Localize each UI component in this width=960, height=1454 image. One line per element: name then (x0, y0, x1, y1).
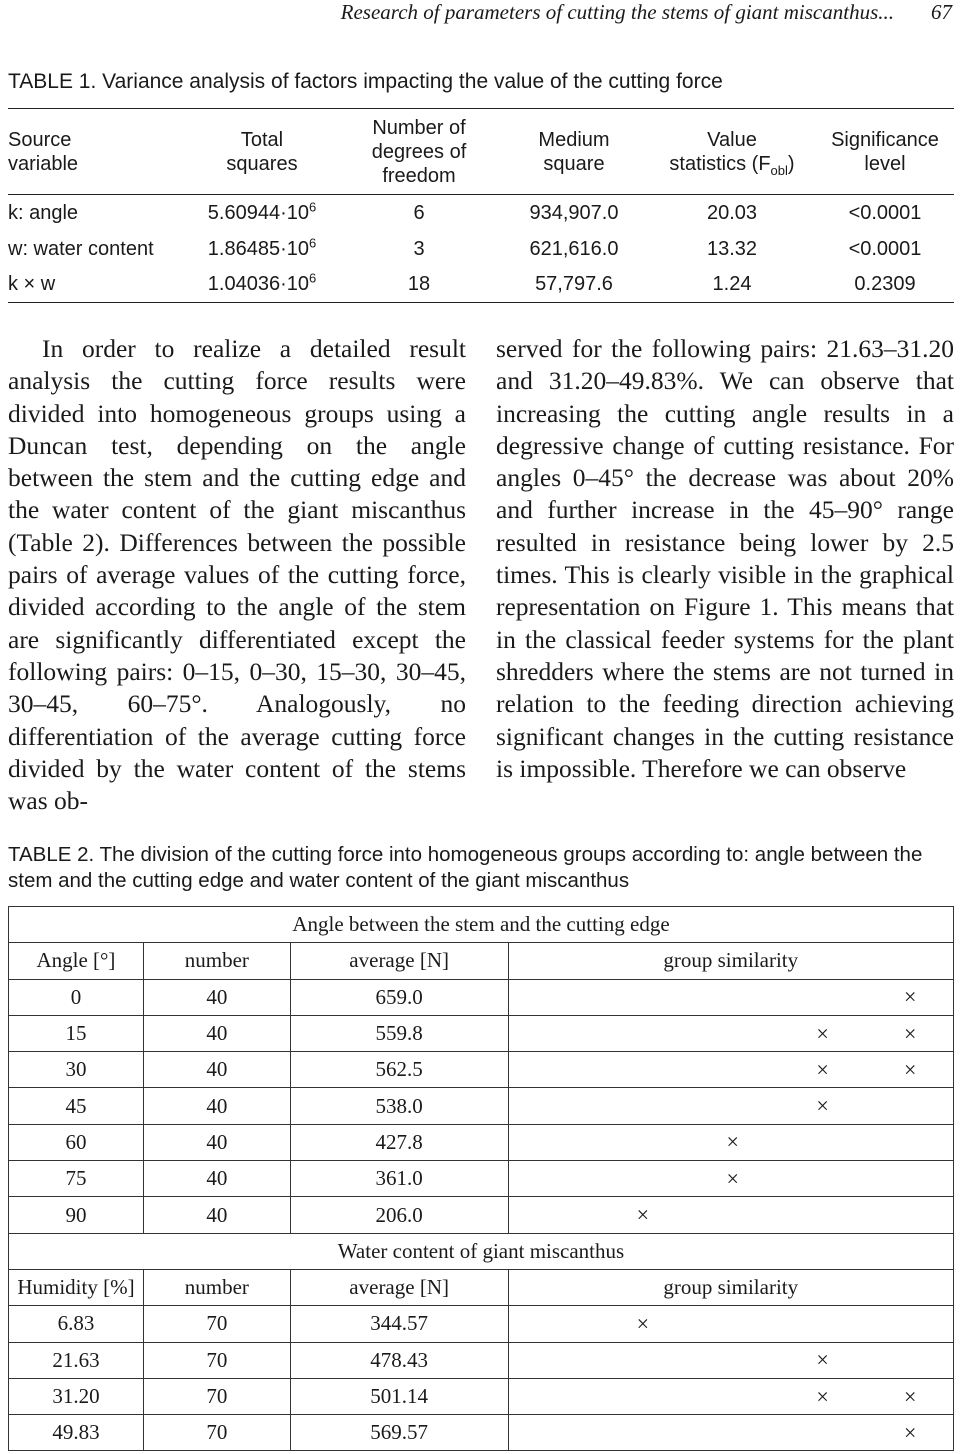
value-statistics-cell: 1.24 (648, 267, 816, 303)
header-key: Humidity [%] (9, 1269, 144, 1305)
average-cell: 569.57 (290, 1415, 508, 1451)
table2-caption: TABLE 2. The division of the cutting force into homogeneous groups according to: angle between the stem and the cutting edge and water content of the giant miscanthus (8, 843, 923, 892)
total-value: 5.60944·10 (207, 201, 309, 224)
total-squares-cell (186, 231, 338, 267)
number-cell: 40 (143, 1197, 290, 1233)
group-mark (778, 1197, 868, 1233)
section-title: Angle between the stem and the cutting edge (9, 907, 954, 943)
group-mark (868, 1161, 954, 1197)
section-header-row (9, 1269, 954, 1305)
table-row (9, 1197, 954, 1233)
dof-cell: 6 (413, 201, 425, 224)
source-cell: k: angle (8, 201, 79, 224)
key-cell: 60 (9, 1124, 144, 1160)
key-cell: 75 (9, 1161, 144, 1197)
group-mark: × (778, 1342, 868, 1378)
group-mark (778, 1161, 868, 1197)
section-title-row (9, 1233, 954, 1269)
group-mark: × (688, 1124, 778, 1160)
group-mark: × (868, 979, 954, 1015)
group-mark: × (778, 1015, 868, 1051)
average-cell: 478.43 (290, 1342, 508, 1378)
group-mark: × (778, 1088, 868, 1124)
number-cell: 40 (143, 1124, 290, 1160)
number-cell: 70 (143, 1342, 290, 1378)
group-mark (688, 1088, 778, 1124)
medium-square-cell: 934,907.0 (529, 201, 619, 224)
number-cell: 70 (143, 1415, 290, 1451)
dof-cell: 18 (338, 267, 500, 303)
running-title: Research of parameters of cutting the stems of giant miscanthus... (340, 0, 894, 24)
group-mark (508, 979, 598, 1015)
number-cell: 40 (143, 1161, 290, 1197)
significance-cell: <0.0001 (848, 201, 922, 224)
group-mark (598, 1378, 688, 1414)
group-mark: × (778, 1378, 868, 1414)
group-mark (598, 1415, 688, 1451)
key-cell: 45 (9, 1088, 144, 1124)
group-mark: × (598, 1197, 688, 1233)
key-cell: 49.83 (9, 1415, 144, 1451)
group-mark (508, 1052, 598, 1088)
group-mark (598, 1342, 688, 1378)
section-title-row (9, 907, 954, 943)
table-row (9, 979, 954, 1015)
key-cell: 6.83 (9, 1306, 144, 1342)
group-mark: × (868, 1378, 954, 1414)
header-value-statistics: Value statistics $(F_{obl})$ (648, 109, 816, 195)
table-row (9, 1342, 954, 1378)
table-row (9, 1378, 954, 1414)
key-cell: 90 (9, 1197, 144, 1233)
group-mark (778, 1124, 868, 1160)
table1-caption: TABLE 1. Variance analysis of factors impacting the value of the cutting force (8, 70, 723, 93)
group-mark: × (688, 1161, 778, 1197)
variance-table (8, 108, 954, 303)
table-row (9, 1088, 954, 1124)
group-mark (598, 1015, 688, 1051)
key-cell: 31.20 (9, 1378, 144, 1414)
group-mark (508, 1378, 598, 1414)
total-value: 1.04036·10 (207, 273, 309, 296)
total-exponent: 6 (308, 199, 317, 215)
header-number: number (143, 1269, 290, 1305)
medium-square-cell: 621,616.0 (529, 237, 619, 260)
group-mark (868, 1088, 954, 1124)
group-mark (598, 1052, 688, 1088)
medium-square-cell: 57,797.6 (500, 267, 648, 303)
group-mark (508, 1415, 598, 1451)
number-cell: 40 (143, 979, 290, 1015)
group-mark (778, 1415, 868, 1451)
value-statistics-cell: 13.32 (706, 237, 758, 260)
page-number: 67 (931, 0, 952, 24)
average-cell: 562.5 (290, 1052, 508, 1088)
header-medium-square: Medium square (500, 109, 648, 195)
header-number: number (143, 943, 290, 979)
section-header-row (9, 943, 954, 979)
group-mark (598, 1088, 688, 1124)
average-cell: 344.57 (290, 1306, 508, 1342)
table1-row (8, 195, 954, 231)
significance-cell: 0.2309 (816, 267, 954, 303)
key-cell: 0 (9, 979, 144, 1015)
group-mark (688, 1197, 778, 1233)
group-mark (868, 1306, 954, 1342)
average-cell: 206.0 (290, 1197, 508, 1233)
table-row (9, 1306, 954, 1342)
total-squares-cell (186, 195, 338, 231)
group-mark (688, 1378, 778, 1414)
header-total-squares: Total squares (186, 109, 338, 195)
table-row (9, 1052, 954, 1088)
number-cell: 40 (143, 1088, 290, 1124)
group-mark (688, 1415, 778, 1451)
group-mark (868, 1197, 954, 1233)
table1-row (8, 267, 954, 303)
group-mark (508, 1161, 598, 1197)
group-mark (598, 1161, 688, 1197)
group-mark: × (868, 1415, 954, 1451)
average-cell: 559.8 (290, 1015, 508, 1051)
number-cell: 70 (143, 1306, 290, 1342)
group-mark (508, 1197, 598, 1233)
number-cell: 40 (143, 1015, 290, 1051)
total-exponent: 6 (308, 234, 317, 250)
average-cell: 501.14 (290, 1378, 508, 1414)
key-cell: 21.63 (9, 1342, 144, 1378)
page-header (0, 0, 960, 28)
body-text-right-column: served for the following pairs: 21.63–31.20 and 31.20–49.83%. We can observe that increasing the cutting angle results in a degressive change of cutting resistance. For angles 0–45° the decrease was about 20% and further increase in the 45–90° range resulted in resistance being lower by 2.5 times. This is clearly visible in the graphical representation on Figure 1. This means that in the classical feeder systems for the plant shredders where the stems are not turned in relation to the feeding direction achieving significant changes in the cutting resistance is impossible. Therefore we can observe (496, 334, 954, 783)
table-row (9, 1124, 954, 1160)
table1-header-row (8, 109, 954, 195)
group-mark (778, 1306, 868, 1342)
dof-cell: 3 (413, 237, 425, 260)
average-cell: 538.0 (290, 1088, 508, 1124)
group-mark: × (868, 1015, 954, 1051)
table-row (9, 1161, 954, 1197)
source-cell: k × w (8, 267, 186, 303)
group-mark (688, 1342, 778, 1378)
group-mark (508, 1342, 598, 1378)
header-average: average [N] (290, 943, 508, 979)
value-statistics-cell: 20.03 (706, 201, 758, 224)
group-mark (688, 979, 778, 1015)
total-exponent: 6 (308, 270, 317, 286)
group-mark (508, 1088, 598, 1124)
total-value: 1.86485·10 (207, 237, 309, 260)
header-degrees-of-freedom: Number of degrees of freedom (338, 109, 500, 195)
key-cell: 15 (9, 1015, 144, 1051)
header-key: Angle [°] (9, 943, 144, 979)
group-mark (688, 1306, 778, 1342)
group-mark (688, 1015, 778, 1051)
average-cell: 427.8 (290, 1124, 508, 1160)
group-mark: × (868, 1052, 954, 1088)
header-average: average [N] (290, 1269, 508, 1305)
section-title: Water content of giant miscanthus (9, 1233, 954, 1269)
header-group-similarity: group similarity (508, 1269, 953, 1305)
group-mark (508, 1124, 598, 1160)
key-cell: 30 (9, 1052, 144, 1088)
header-source-variable: Source variable (8, 109, 186, 195)
table-row (9, 1015, 954, 1051)
body-text-left-column: In order to realize a detailed result analysis the cutting force results were divided into homogeneous groups using a Duncan test, depending on the angle between the stem and the cutting edge and the water content of the giant miscanthus (Table 2). Differences between the possible pairs of average values of the cutting force, divided according to the angle of the stem are significantly differentiated except the following pairs: 0–15, 0–30, 15–30, 30–45, 30–45, 60–75°. Analogously, no differentiation of the average cutting force divided by the water content of the stems was ob- (8, 334, 466, 816)
table-row (9, 1415, 954, 1451)
average-cell: 659.0 (290, 979, 508, 1015)
group-mark: × (778, 1052, 868, 1088)
total-squares-cell (186, 267, 338, 303)
header-significance-level: Significance level (816, 109, 954, 195)
significance-cell: <0.0001 (848, 237, 922, 260)
table1-row (8, 231, 954, 267)
average-cell: 361.0 (290, 1161, 508, 1197)
group-mark (868, 1342, 954, 1378)
source-cell: w: water content (8, 237, 154, 260)
group-mark: × (598, 1306, 688, 1342)
group-mark (868, 1124, 954, 1160)
group-mark (508, 1306, 598, 1342)
group-mark (598, 979, 688, 1015)
header-group-similarity: group similarity (508, 943, 953, 979)
group-mark (598, 1124, 688, 1160)
number-cell: 40 (143, 1052, 290, 1088)
homogeneous-groups-table (8, 906, 954, 1451)
number-cell: 70 (143, 1378, 290, 1414)
group-mark (778, 979, 868, 1015)
group-mark (688, 1052, 778, 1088)
group-mark (508, 1015, 598, 1051)
